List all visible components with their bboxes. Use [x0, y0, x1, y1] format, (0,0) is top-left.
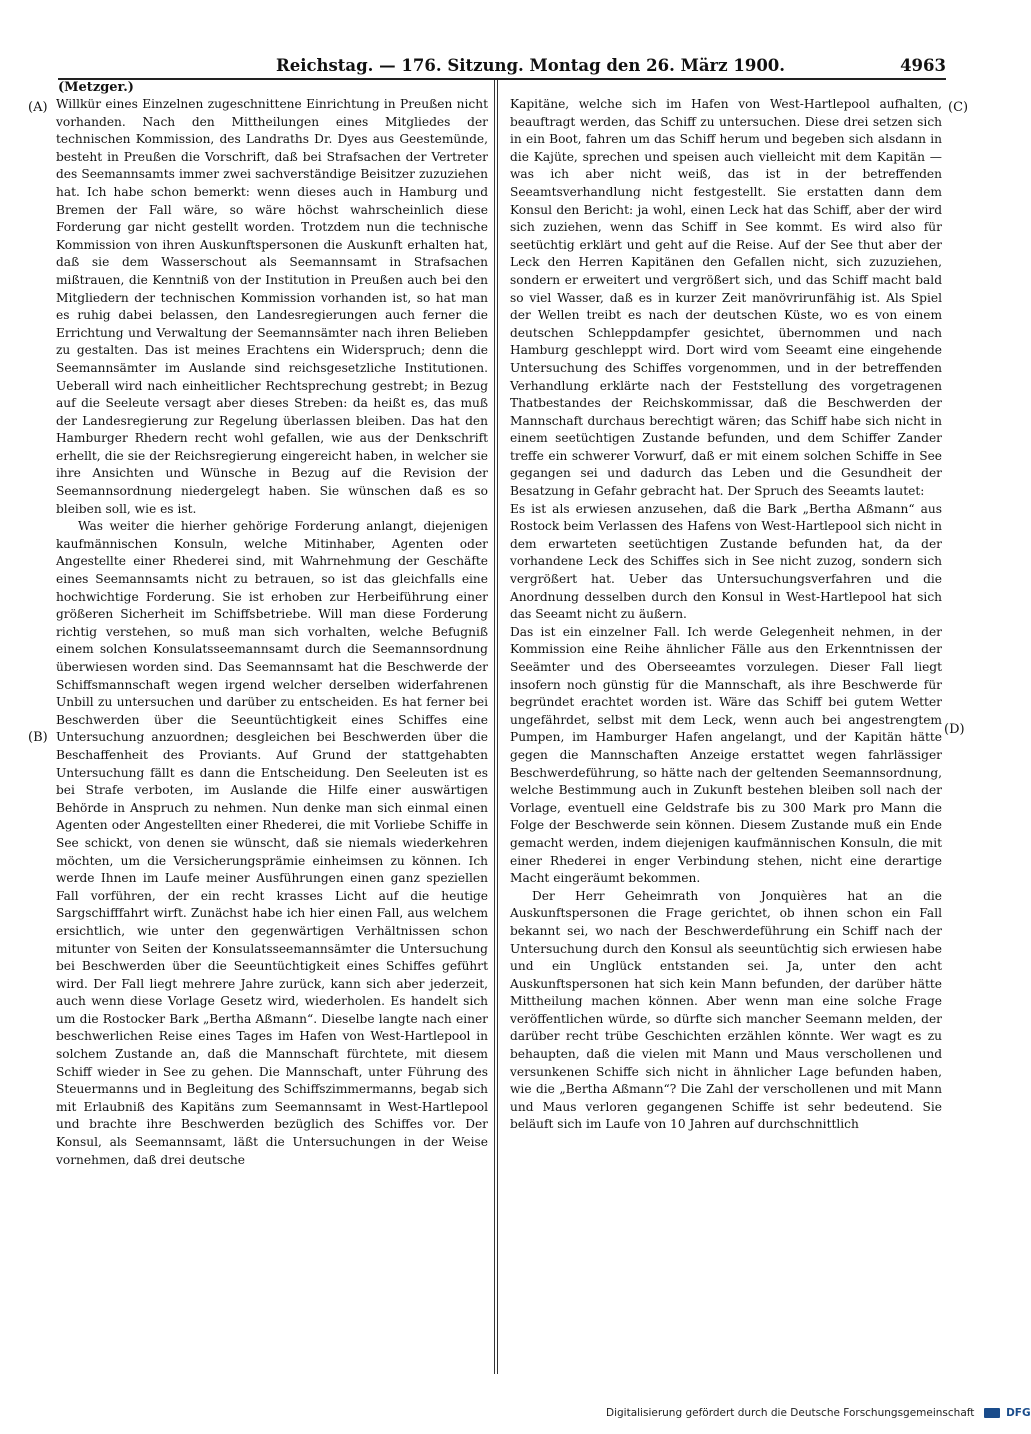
speaker-label: (Metzger.) [58, 80, 134, 95]
column-divider-second [497, 80, 498, 1374]
page-number: 4963 [900, 56, 946, 75]
left-column [56, 96, 488, 1372]
footer-text: Digitalisierung gefördert durch die Deutsche Forschungsgemeinschaft [606, 1407, 975, 1419]
margin-marker-a: (A) [28, 100, 48, 115]
digitization-footer [606, 1407, 1031, 1425]
dfg-logo-icon [984, 1408, 1000, 1418]
right-column [510, 96, 942, 1372]
paragraph: Das ist ein einzelner Fall. Ich werde Gelegenheit nehmen, in der Kommission eine Reihe ähnlicher Fälle aus den Erkenntnissen der Seeämter und des Oberseeamtes vorzulegen. Dieser Fall liegt insofern noch günstig für die Mannschaft, als ihre Beschwerde für begründet erachtet worden ist. Wäre das Schiff bei gutem Wetter ungefährdet, selbst mit dem Leck, wenn auch bei angestrengtem Pumpen, im Hamburger Hafen angelangt, und der Kapitän hätte gegen die Mannschaften Anzeige erstattet wegen fahrlässiger Beschwerdeführung, so hätte nach der geltenden Seemannsordnung, welche Bestimmung auch in Zukunft bestehen bleiben soll nach der Vorlage, eventuell eine Geldstrafe bis zu 300 Mark pro Mann die Folge der Beschwerde sein können. Diesem Zustande muß ein Ende gemacht werden, indem diejenigen kaufmännischen Konsuln, die mit einer Rhederei in enger Verbindung stehen, nicht eine derartige Macht eingeräumt bekommen. [510, 624, 942, 886]
header-rule [58, 78, 946, 80]
margin-marker-c: (C) [948, 100, 969, 115]
paragraph: Kapitäne, welche sich im Hafen von West-Hartlepool aufhalten, beauftragt werden, das Schiff zu untersuchen. Diese drei setzen sich in ein Boot, fahren um das Schiff herum und begeben sich alsdann in die Kajüte, sprechen und speisen auch vielleicht mit dem Kapitän — was ich aber nicht weiß, das ist in der betreffenden Seeamtsverhandlung nicht festgestellt. Sie erstatten dann dem Konsul den Bericht: ja wohl, einen Leck hat das Schiff, aber der wird sich zuziehen, wenn das Schiff in See kommt. Es wird also für seetüchtig erklärt und geht auf die Reise. Auf der See thut aber der Leck den Herren Kapitänen den Gefallen nicht, sich zuzuziehen, sondern er erweitert und vergrößert sich, und das Schiff macht bald so viel Wasser, daß es in kurzer Zeit manövrirunfähig ist. Als Spiel der Wellen treibt es nach der deutschen Küste, wo es von einem deutschen Schleppdampfer gesichtet, übernommen und nach Hamburg geschleppt wird. Dort wird vom Seeamt eine eingehende Untersuchung des Schiffes vorgenommen, und in der betreffenden Verhandlung erklärte nach der Feststellung des vorgetragenen Thatbestandes der Reichskommissar, daß die Beschwerden der Mannschaft durchaus berechtigt wären; das Schiff habe sich nicht in einem seetüchtigen Zustande befunden, und dem Schiffer Zander treffe ein schwerer Vorwurf, daß er mit einem solchen Schiffe in See gegangen sei und dadurch das Leben und die Gesundheit der Besatzung in Gefahr gebracht hat. Der Spruch des Seeamts lautet: [510, 97, 942, 499]
paragraph: Willkür eines Einzelnen zugeschnittene Einrichtung in Preußen nicht vorhanden. Nach den Mittheilungen eines Mitgliedes der technischen Kommission, des Landraths Dr. Dyes aus Geestemünde, besteht in Preußen die Vorschrift, daß bei Strafsachen der Vertreter des Seemannsamts immer zwei sachverständige Beisitzer zuzuziehen hat. Ich habe schon bemerkt: wenn dieses auch in Hamburg und Bremen der Fall wäre, so wäre höchst wahrscheinlich diese Forderung gar nicht gestellt worden. Trotzdem nun die technische Kommission von ihren Auskunftspersonen die Auskunft erhalten hat, daß sie dem Wasserschout als Seemannsamt in Strafsachen mißtrauen, die Kenntniß von der Institution in Preußen auch bei den Mitgliedern der technischen Kommission vorhanden ist, so hat man es ruhig dabei belassen, den Landesregierungen auch ferner die Errichtung und Verwaltung der Seemannsämter nach ihren Belieben zu gestalten. Das ist meines Erachtens ein Widerspruch; denn die Seemannsämter im Auslande sind reichsgesetzliche Institutionen. Ueberall wird nach einheitlicher Rechtsprechung gestrebt; in Bezug auf die Seeleute versagt aber dieses Streben: da heißt es, das muß der Landesregierung zur Regelung überlassen bleiben. Das hat den Hamburger Rhedern recht wohl gefallen, wie aus der Denkschrift erhellt, die sie der Reichsregierung eingereicht haben, in welcher sie ihre Ansichten und Wünsche in Bezug auf die Revision der Seemannsordnung niedergelegt haben. Sie wünschen daß es so bleiben soll, wie es ist. [56, 97, 488, 516]
header-title: Reichstag. — 176. Sitzung. Montag den 26. März 1900. [276, 56, 786, 75]
page-header [58, 56, 946, 80]
margin-marker-b: (B) [28, 730, 48, 745]
dfg-logo-label: DFG [1006, 1407, 1031, 1419]
paragraph: Was weiter die hierher gehörige Forderung anlangt, diejenigen kaufmännischen Konsuln, welche Mitinhaber, Agenten oder Angestellte einer Rhederei sind, mit Wahrnehmung der Geschäfte eines Seemannsamts nicht zu betrauen, so ist das gleichfalls eine hochwichtige Forderung. Sie ist erhoben zur Herbeiführung einer größeren Sicherheit im Schiffsbetriebe. Will man diese Forderung richtig verstehen, so muß man sich vorhalten, welche Befugniß einem solchen Konsulatsseemannsamt durch die Seemannsordnung überwiesen worden sind. Das Seemannsamt hat die Beschwerde der Schiffsmannschaft wegen irgend welcher derselben widerfahrenen Unbill zu untersuchen und darüber zu entscheiden. Es hat ferner bei Beschwerden über die Seeuntüchtigkeit eines Schiffes eine Untersuchung anzuordnen; desgleichen bei Beschwerden über die Beschaffenheit des Proviants. Auf Grund der stattgehabten Untersuchung fällt es dann die Entscheidung. Den Seeleuten ist es bei Strafe verboten, im Auslande die Hilfe einer auswärtigen Behörde in Anspruch zu nehmen. Nun denke man sich einmal einen Agenten oder Angestellten einer Rhederei, die mit Vorliebe Schiffe in See schickt, von denen sie wünscht, daß sie niemals wiederkehren möchten, um die Versicherungsprämie einheimsen zu können. Ich werde Ihnen im Laufe meiner Ausführungen einen ganz speziellen Fall vorführen, der ein recht krasses Licht auf die heutige Sargschifffahrt wirft. Zunächst habe ich hier einen Fall, aus welchem ersichtlich, wie unter den gegenwärtigen Verhältnissen schon mitunter von Seiten der Konsulatsseemannsämter die Untersuchung bei Beschwerden über die Seeuntüchtigkeit eines Schiffes geführt wird. Der Fall liegt mehrere Jahre zurück, kann sich aber jederzeit, auch wenn diese Vorlage Gesetz wird, wiederholen. Es handelt sich um die Rostocker Bark „Bertha Aßmann“. Dieselbe langte nach einer beschwerlichen Reise eines Tages im Hafen von West-Hartlepool in solchem Zustande an, daß die Mannschaft fürchtete, mit diesem Schiff wieder in See zu gehen. Die Mannschaft, unter Führung des Steuermanns und in Begleitung des Schiffszimmermanns, begab sich mit Erlaubniß des Kapitäns zum Seemannsamt in West-Hartlepool und brachte ihre Beschwerden bezüglich des Schiffes vor. Der Konsul, als Seemannsamt, läßt die Untersuchungen in der Weise vornehmen, daß drei deutsche [56, 519, 488, 1167]
block-quote: Es ist als erwiesen anzusehen, daß die Bark „Bertha Aßmann“ aus Rostock beim Verlassen des Hafens von West-Hartlepool sich nicht in dem erwarteten seetüchtigen Zustande befunden hat, da der vorhandene Leck des Schiffes sich in See nicht zuzog, sondern sich vergrößert hat. Ueber das Untersuchungsverfahren und die Anordnung desselben durch den Konsul in West-Hartlepool hat sich das Seeamt nicht zu äußern. [510, 501, 942, 622]
margin-marker-d: (D) [944, 722, 965, 737]
column-divider [494, 80, 495, 1374]
paragraph: Der Herr Geheimrath von Jonquières hat an die Auskunftspersonen die Frage gerichtet, ob ihnen schon ein Fall bekannt sei, wo nach der Beschwerdeführung ein Schiff nach der Untersuchung durch den Konsul als seeuntüchtig sich erwiesen habe und ein Unglück entstanden sei. Ja, unter den acht Auskunftspersonen hat sich kein Mann befunden, der darüber hätte Mittheilung machen können. Aber wenn man eine solche Frage veröffentlichen würde, so dürfte sich mancher Seemann melden, der darüber recht trübe Geschichten erzählen könnte. Wer wagt es zu behaupten, daß die vielen mit Mann und Maus verschollenen und versunkenen Schiffe sich nicht in ähnlicher Lage befunden haben, wie die „Bertha Aßmann“? Die Zahl der verschollenen und mit Mann und Maus verloren gegangenen Schiffe ist sehr bedeutend. Sie beläuft sich im Laufe von 10 Jahren auf durchschnittlich [510, 888, 942, 1132]
